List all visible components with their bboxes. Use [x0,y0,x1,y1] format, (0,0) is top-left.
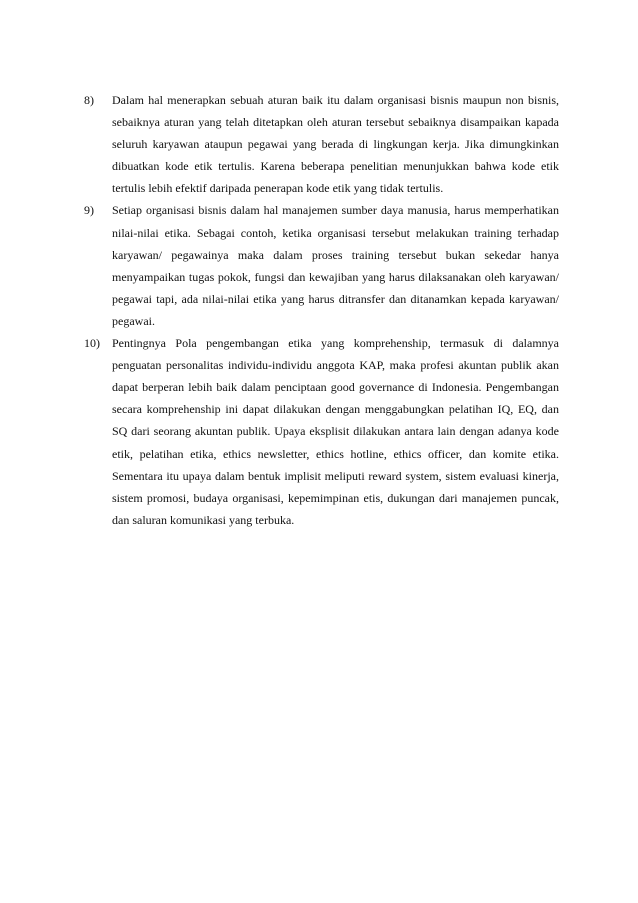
list-item-9 [84,199,559,332]
list-item-number: 10) [84,336,100,351]
list-item-number: 9) [84,203,94,218]
list-item-8 [84,89,559,199]
list-item-text: Setiap organisasi bisnis dalam hal manajemen sumber daya manusia, harus memperhatikan nilai-nilai etika. Sebagai contoh, ketika organisasi tersebut melakukan training terhadap karyawan/ pegawainya maka dalam proses training tersebut bukan sekedar hanya menyampaikan tugas pokok, fungsi dan kewajiban yang harus dilaksanakan oleh karyawan/ pegawai tapi, ada nilai-nilai etika yang harus ditransfer dan ditanamkan kepada karyawan/ pegawai. [112,203,559,328]
list-item-text: Pentingnya Pola pengembangan etika yang komprehenship, termasuk di dalamnya penguatan personalitas individu-individu anggota KAP, maka profesi akuntan publik akan dapat berperan lebih baik dalam penciptaan good governance di Indonesia. Pengembangan secara komprehenship ini dapat dilakukan dengan menggabungkan pelatihan IQ, EQ, dan SQ dari seorang akuntan publik. Upaya eksplisit dilakukan antara lain dengan adanya kode etik, pelatihan etika, ethics newsletter, ethics hotline, ethics officer, dan komite etika. Sementara itu upaya dalam bentuk implisit meliputi reward system, sistem evaluasi kinerja, sistem promosi, budaya organisasi, kepemimpinan etis, dukungan dari manajemen puncak, dan saluran komunikasi yang terbuka. [112,336,559,527]
list-item-10 [84,332,559,531]
list-item-number: 8) [84,93,94,107]
numbered-list [84,89,559,531]
list-item-text: Dalam hal menerapkan sebuah aturan baik itu dalam organisasi bisnis maupun non bisnis, sebaiknya aturan yang telah ditetapkan oleh aturan tersebut sebaiknya disampaikan kapada seluruh karyawan ataupun pegawai yang berada di lingkungan kerja. Jika dimungkinkan dibuatkan kode etik tertulis. Karena beberapa penelitian menunjukkan bahwa kode etik tertulis lebih efektif daripada penerapan kode etik yang tidak tertulis. [112,93,559,196]
